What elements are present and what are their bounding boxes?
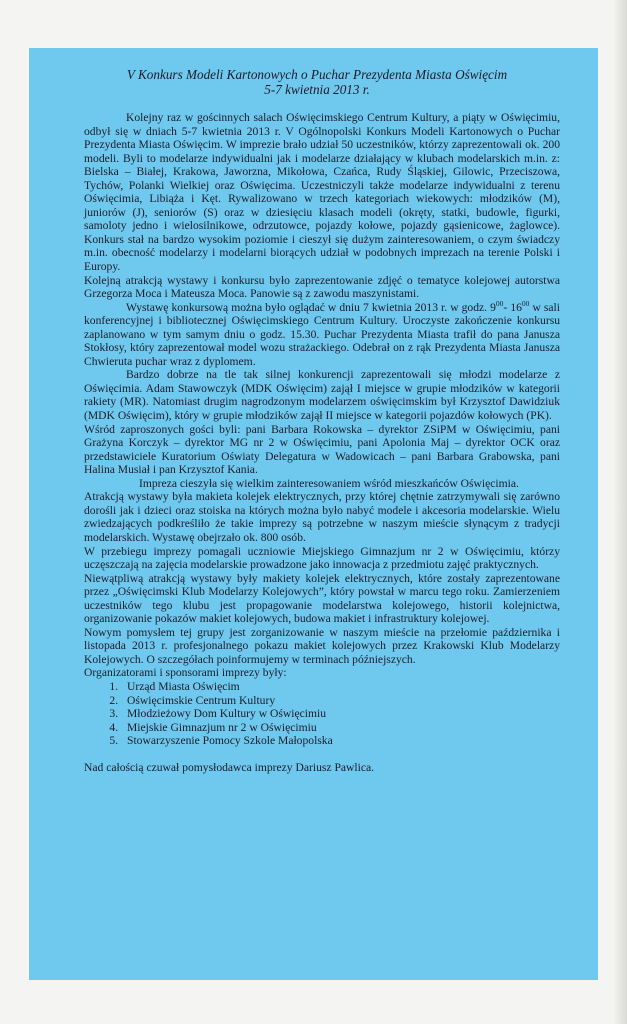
paragraph-interest: Impreza cieszyła się wielkim zainteresowaniem wśród mieszkańców Oświęcimia.: [139, 476, 519, 490]
paragraph-sponsors-intro: Organizatorami i sponsorami imprezy były:: [84, 666, 287, 680]
paragraph-attraction: Atrakcją wystawy była makieta kolejek elektrycznych, przy której chętnie zatrzymywali się zarówno dorośli jak i dzieci oraz stoiska na których można było nabyć modele i akcesoria modelarskie. Wielu zwiedzających podkreśliło że takie imprezy są potrzebne w naszym mieście słynącym z tradycji modelarskich. Wystawę obejrzało ok. 800 osób.: [84, 490, 560, 544]
spacer: [84, 748, 560, 761]
exhibition-text-b: - 16: [503, 300, 522, 314]
exhibition-text-a: Wystawę konkursową można było oglądać w dniu 7 kwietnia 2013 r. w godz. 9: [126, 300, 496, 314]
list-item: 4. Miejskie Gimnazjum nr 2 w Oświęcimiu: [121, 721, 560, 735]
paragraph-new-idea: Nowym pomysłem tej grupy jest zorganizowanie w naszym mieście na przełomie października i listopada 2013 r. profesjonalnego pokazu makiet kolejowych przez Krakowski Klub Modelarzy Kolejowych. O szczegółach poinformujemy w terminach późniejszych.: [84, 625, 560, 666]
title-line-2: 5-7 kwietnia 2013 r.: [264, 82, 370, 97]
sponsor-list: [84, 680, 560, 748]
exhibition-text-c: w sali konferencyjnej i bibliotecznej Oświęcimskiego Centrum Kultury. Uroczyste zakończenie konkursu zaplanowano w tym samym dniu o godz. 15.30. Puchar Prezydenta Miasta trafił do pana Janusza Stokłosy, który zaprezentował model wozu strażackiego. Odebrał on z rąk Prezydenta Miasta Janusza Chwieruta puchar wraz z dyplomem.: [84, 300, 560, 368]
title-line-1: V Konkurs Modeli Kartonowych o Puchar Prezydenta Miasta Oświęcim: [126, 67, 508, 82]
list-item: 3. Młodzieżowy Dom Kultury w Oświęcimiu: [121, 707, 560, 721]
article-title: [74, 67, 560, 97]
article-panel: [29, 48, 598, 980]
page-edge-shadow: [613, 0, 627, 1024]
paragraph-exhibition: [84, 298, 560, 369]
paragraph-young-modelers: Bardzo dobrze na tle tak silnej konkurencji zaprezentowali się młodzi modelarze z Oświęcimia. Adam Stawowczyk (MDK Oświęcim) zajął I miejsce w grupie młodzików w kategorii rakiety (MR). Natomiast drugim nagrodzonym modelarzem oświęcimskim był Krzysztof Dawidziuk (MDK Oświęcim), który w grupie młodzików zajął II miejsce w kategorii pojazdów kołowych (PK).: [84, 368, 560, 423]
time-sup-start: 00: [495, 298, 504, 308]
paragraph-photos: Kolejną atrakcją wystawy i konkursu było zaprezentowanie zdjęć o tematyce kolejowej autorstwa Grzegorza Moca i Mateusza Moca. Panowie są z zawodu maszynistami.: [84, 273, 560, 301]
list-item: 5. Stowarzyszenie Pomocy Szkole Małopolska: [121, 734, 560, 748]
paragraph-closing: Nad całością czuwał pomysłodawca imprezy Dariusz Pawlica.: [84, 760, 375, 774]
list-item: 1. Urząd Miasta Oświęcim: [121, 680, 560, 694]
paragraph-helpers: W przebiegu imprezy pomagali uczniowie Miejskiego Gimnazjum nr 2 w Oświęcimiu, którzy uczęszczają na zajęcia modelarskie prowadzone jako innowacja z przedmiotu zajęć praktycznych.: [84, 544, 560, 572]
paragraph-railway-club: Niewątpliwą atrakcją wystawy były makiety kolejek elektrycznych, które zostały zaprezentowane przez „Oświęcimski Klub Modelarzy Kolejowych”, który powstał w marcu tego roku. Zamierzeniem uczestników tego klubu jest propagowanie modelarstwa kolejowego, historii kolejnictwa, organizowanie pokazów makiet kolejowych, budowa makiet i infrastruktury kolejowej.: [84, 571, 560, 626]
paragraph-guests: Wśród zaproszonych gości byli: pani Barbara Rokowska – dyrektor ZSiPM w Oświęcimiu, pani Grażyna Korczyk – dyrektor MG nr 2 w Oświęcimiu, pani Apolonia Maj – dyrektor OCK oraz przedstawiciele Kuratorium Oświaty Delegatura w Wadowicach – pani Barbara Grabowska, pani Halina Musiał i pan Krzysztof Kania.: [84, 422, 560, 477]
list-item: 2. Oświęcimskie Centrum Kultury: [121, 694, 560, 708]
paragraph-intro: Kolejny raz w gościnnych salach Oświęcimskiego Centrum Kultury, a piąty w Oświęcimiu, odbył się w dniach 5-7 kwietnia 2013 r. V Ogólnopolski Konkurs Modeli Kartonowych o Puchar Prezydenta Miasta Oświęcim. W imprezie brało udział 50 uczestników, którzy zaprezentowali ok. 200 modeli. Byli to modelarze indywidualni jak i modelarze działający w klubach modelarskich m.in. z: Bielska – Białej, Krakowa, Jaworzna, Mikołowa, Czańca, Rudy Śląskiej, Gilowic, Przeciszowa, Tychów, Polanki Wielkiej oraz Oświęcima. Uczestniczyli także modelarze indywidualni z terenu Oświęcimia, Libiąża i Kęt. Rywalizowano w trzech kategoriach wiekowych: młodzików (M), juniorów (J), seniorów (S) oraz w dziesięciu klasach modeli (okręty, statki, budowle, figurki, samoloty jedno i wielosilnikowe, odrzutowce, pojazdy kołowe, pojazdy gąsienicowe, żaglowce). Konkurs stał na bardzo wysokim poziomie i cieszył się dużym zainteresowaniem, o czym świadczy m.in. obecność modelarzy i modelarni biorących udział w podobnych imprezach na terenie Polski i Europy.: [84, 111, 560, 274]
time-sup-end: 00: [521, 298, 530, 308]
